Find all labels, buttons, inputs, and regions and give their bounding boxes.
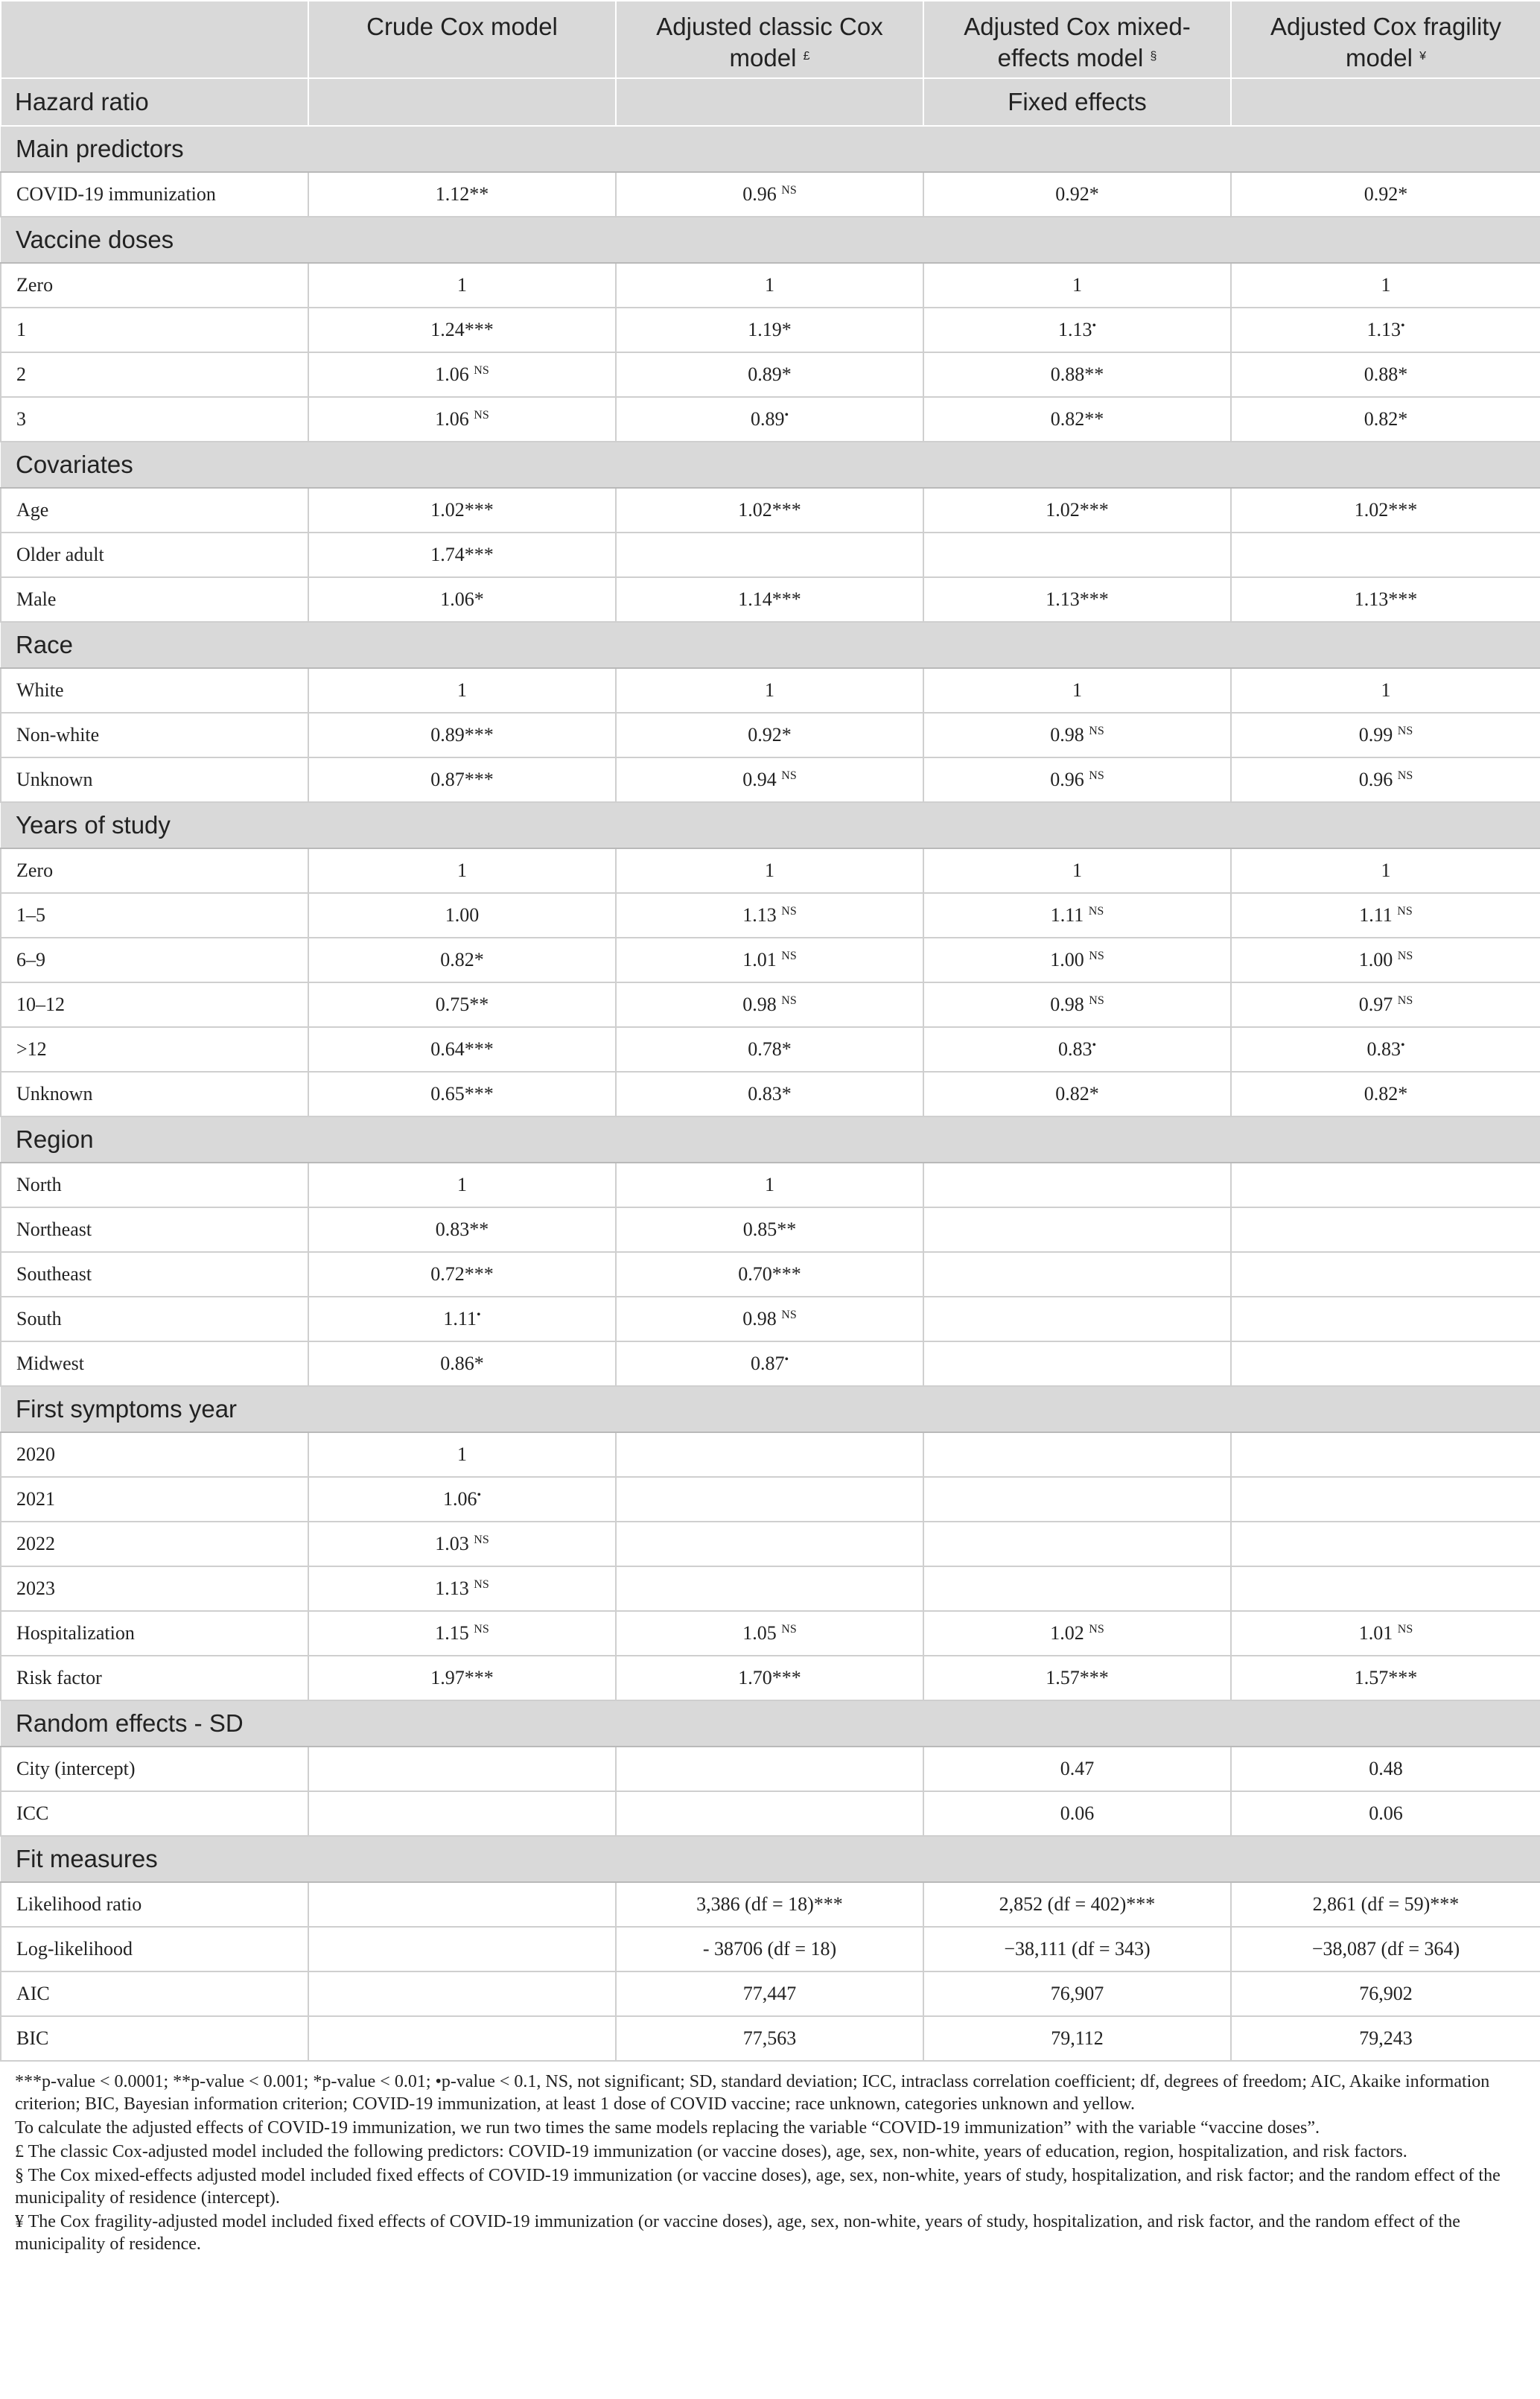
table-cell: 0.96 $^{NS}$	[616, 172, 923, 217]
table-cell: 0.98 $^{NS}$	[616, 982, 923, 1027]
table-cell: 1.97***	[308, 1656, 616, 1700]
column-header-2	[616, 1, 923, 78]
table-cell: 1	[923, 263, 1231, 308]
table-cell: 1.02***	[616, 488, 923, 533]
table-cell: 1.05 $^{NS}$	[616, 1611, 923, 1656]
table-cell: 0.78*	[616, 1027, 923, 1072]
significance-mark: NS	[1397, 1623, 1413, 1636]
column-header-footnote-mark: §	[1150, 50, 1157, 63]
table-cell: 0.64***	[308, 1027, 616, 1072]
table-row	[1, 1252, 1540, 1297]
significance-mark: NS	[474, 1623, 489, 1636]
section-header-row	[1, 1836, 1540, 1882]
row-label: Age	[1, 488, 308, 533]
significance-mark: •	[1092, 320, 1097, 332]
table-row	[1, 848, 1540, 893]
table-cell: 1	[308, 668, 616, 713]
table-cell: 1	[616, 263, 923, 308]
subheader-cell	[616, 78, 923, 126]
table-cell: 0.89•	[616, 397, 923, 442]
subheader-row	[1, 78, 1540, 126]
table-cell: 1.13***	[923, 577, 1231, 622]
table-cell	[308, 2016, 616, 2061]
table-cell: 0.92*	[1231, 172, 1540, 217]
table-cell: 0.86*	[308, 1341, 616, 1386]
table-cell: 2,861 (df = 59)***	[1231, 1882, 1540, 1927]
table-cell	[923, 1207, 1231, 1252]
table-cell: 76,902	[1231, 1971, 1540, 2016]
table-row	[1, 577, 1540, 622]
table-cell: 1.00 $^{NS}$	[923, 938, 1231, 982]
table-row	[1, 1072, 1540, 1116]
significance-mark: •	[1092, 1039, 1097, 1052]
table-row	[1, 488, 1540, 533]
table-row	[1, 1747, 1540, 1791]
table-cell: 1.70***	[616, 1656, 923, 1700]
significance-mark: NS	[1089, 994, 1104, 1007]
significance-mark: NS	[474, 1578, 489, 1591]
row-label: Southeast	[1, 1252, 308, 1297]
significance-mark: •	[477, 1489, 482, 1502]
significance-mark: •	[784, 1353, 789, 1366]
row-label: Hospitalization	[1, 1611, 308, 1656]
table-cell: 1	[1231, 263, 1540, 308]
table-cell: −38,087 (df = 364)	[1231, 1927, 1540, 1971]
column-header-row	[1, 1, 1540, 78]
table-cell: 1.01 $^{NS}$	[1231, 1611, 1540, 1656]
section-header-row	[1, 442, 1540, 488]
row-label: South	[1, 1297, 308, 1341]
row-label: Risk factor	[1, 1656, 308, 1700]
table-cell: 1.02***	[1231, 488, 1540, 533]
table-row	[1, 1927, 1540, 1971]
table-cell	[616, 1432, 923, 1477]
table-cell: 1.74***	[308, 533, 616, 577]
section-header-row	[1, 622, 1540, 668]
section-title: Covariates	[1, 442, 1540, 488]
table-row	[1, 1477, 1540, 1522]
table-cell: 1.57***	[923, 1656, 1231, 1700]
table-cell: 1	[1231, 668, 1540, 713]
table-row	[1, 397, 1540, 442]
table-cell	[616, 1566, 923, 1611]
table-row	[1, 938, 1540, 982]
table-cell: 0.47	[923, 1747, 1231, 1791]
table-cell	[616, 1477, 923, 1522]
row-label: Northeast	[1, 1207, 308, 1252]
row-label: COVID-19 immunization	[1, 172, 308, 217]
subheader-cell: Fixed effects	[923, 78, 1231, 126]
table-cell: 1.06•	[308, 1477, 616, 1522]
table-cell: 0.70***	[616, 1252, 923, 1297]
row-label: 2021	[1, 1477, 308, 1522]
table-cell: 1.00	[308, 893, 616, 938]
table-row	[1, 1656, 1540, 1700]
row-label: Unknown	[1, 1072, 308, 1116]
table-row	[1, 1522, 1540, 1566]
table-row	[1, 1566, 1540, 1611]
table-cell: 0.85**	[616, 1207, 923, 1252]
table-cell: 1.12**	[308, 172, 616, 217]
column-header-0	[1, 1, 308, 78]
section-title: First symptoms year	[1, 1386, 1540, 1432]
table-cell	[923, 1297, 1231, 1341]
row-label: >12	[1, 1027, 308, 1072]
row-label: 2022	[1, 1522, 308, 1566]
section-header-row	[1, 1116, 1540, 1163]
table-cell: 3,386 (df = 18)***	[616, 1882, 923, 1927]
table-row	[1, 308, 1540, 352]
table-cell	[616, 1791, 923, 1836]
table-cell	[1231, 1566, 1540, 1611]
row-label: Non-white	[1, 713, 308, 757]
row-label: Log-likelihood	[1, 1927, 308, 1971]
table-row	[1, 533, 1540, 577]
section-header-row	[1, 126, 1540, 172]
section-title: Random effects - SD	[1, 1700, 1540, 1747]
table-cell: - 38706 (df = 18)	[616, 1927, 923, 1971]
column-header-label: Adjusted Cox mixed-effects model	[964, 13, 1191, 72]
row-label: City (intercept)	[1, 1747, 308, 1791]
table-cell: 1.19*	[616, 308, 923, 352]
table-cell: 0.97 $^{NS}$	[1231, 982, 1540, 1027]
table-cell	[616, 1522, 923, 1566]
row-label: Midwest	[1, 1341, 308, 1386]
footnote: ¥ The Cox fragility-adjusted model included fixed effects of COVID-19 immunization (or vaccine doses), age, sex, non-white, years of study, hospitalization, and risk factor, and the random effect of the municipality of residence.	[15, 2212, 1460, 2254]
table-cell: 0.72***	[308, 1252, 616, 1297]
table-cell: 0.89***	[308, 713, 616, 757]
table-cell: 0.92*	[616, 713, 923, 757]
row-label: 2023	[1, 1566, 308, 1611]
table-cell	[1231, 533, 1540, 577]
footnote: § The Cox mixed-effects adjusted model included fixed effects of COVID-19 immunization (or vaccine doses), age, sex, non-white, years of study, hospitalization, and risk factor; and the random effect of the municipality of residence (intercept).	[15, 2166, 1501, 2208]
table-cell: 1.03 $^{NS}$	[308, 1522, 616, 1566]
significance-mark: NS	[1397, 994, 1413, 1007]
table-cell: 0.89*	[616, 352, 923, 397]
table-cell	[308, 1971, 616, 2016]
table-cell	[616, 1747, 923, 1791]
footnote: ***p-value < 0.0001; **p-value < 0.001; *p-value < 0.01; •p-value < 0.1, NS, not significant; SD, standard deviation; ICC, intraclass correlation coefficient; df, degrees of freedom; AIC, Akaike information criterion; BIC, Bayesian information criterion; COVID-19 immunization, at least 1 dose of COVID vaccine; race unknown, categories unknown and yellow.	[15, 2072, 1490, 2114]
table-cell: 1	[616, 848, 923, 893]
table-cell: 1.11 $^{NS}$	[1231, 893, 1540, 938]
table-cell: 0.98 $^{NS}$	[616, 1297, 923, 1341]
table-cell: 1.13•	[923, 308, 1231, 352]
table-row	[1, 1341, 1540, 1386]
table-cell: 0.75**	[308, 982, 616, 1027]
significance-mark: NS	[781, 184, 797, 197]
table-row	[1, 1163, 1540, 1207]
section-header-row	[1, 802, 1540, 848]
column-header-3	[923, 1, 1231, 78]
row-label: BIC	[1, 2016, 308, 2061]
table-cell: 1	[308, 1432, 616, 1477]
table-cell: 0.65***	[308, 1072, 616, 1116]
significance-mark: NS	[781, 769, 797, 782]
subheader-cell	[308, 78, 616, 126]
table-cell	[1231, 1297, 1540, 1341]
table-cell: 0.06	[1231, 1791, 1540, 1836]
significance-mark: NS	[474, 409, 489, 422]
table-cell: 1.11•	[308, 1297, 616, 1341]
table-cell: 1.06 $^{NS}$	[308, 352, 616, 397]
footnote: £ The classic Cox-adjusted model included the following predictors: COVID-19 immunization (or vaccine doses), age, sex, non-white, years of education, region, hospitalization, and risk factors.	[15, 2142, 1407, 2161]
significance-mark: NS	[1089, 725, 1104, 737]
row-label: Male	[1, 577, 308, 622]
table-cell: 79,243	[1231, 2016, 1540, 2061]
table-row	[1, 1027, 1540, 1072]
table-cell: 1.02 $^{NS}$	[923, 1611, 1231, 1656]
significance-mark: NS	[1397, 950, 1413, 962]
section-title: Years of study	[1, 802, 1540, 848]
table-cell: 0.88**	[923, 352, 1231, 397]
column-header-label: Adjusted Cox fragility model	[1270, 13, 1501, 72]
significance-mark: NS	[1397, 725, 1413, 737]
table-row	[1, 757, 1540, 802]
row-label: North	[1, 1163, 308, 1207]
table-row	[1, 713, 1540, 757]
table-cell	[308, 1882, 616, 1927]
table-row	[1, 1611, 1540, 1656]
table-cell: 1.06*	[308, 577, 616, 622]
table-cell: 0.83•	[1231, 1027, 1540, 1072]
subheader-cell	[1231, 78, 1540, 126]
table-cell: 1.24***	[308, 308, 616, 352]
row-label: White	[1, 668, 308, 713]
significance-mark: NS	[1397, 769, 1413, 782]
significance-mark: NS	[781, 905, 797, 918]
section-title: Fit measures	[1, 1836, 1540, 1882]
table-cell: 1.13***	[1231, 577, 1540, 622]
table-row	[1, 893, 1540, 938]
table-cell: 0.82*	[1231, 397, 1540, 442]
table-cell: 1.02***	[923, 488, 1231, 533]
table-cell: 1.06 $^{NS}$	[308, 397, 616, 442]
table-cell: 1.00 $^{NS}$	[1231, 938, 1540, 982]
footnote: To calculate the adjusted effects of COVID-19 immunization, we run two times the same models replacing the variable “COVID-19 immunization” with the variable “vaccine doses”.	[15, 2118, 1320, 2138]
table-cell	[308, 1747, 616, 1791]
significance-mark: NS	[781, 994, 797, 1007]
significance-mark: NS	[1397, 905, 1413, 918]
significance-mark: NS	[781, 1309, 797, 1321]
table-cell: 0.06	[923, 1791, 1231, 1836]
table-cell: 0.82**	[923, 397, 1231, 442]
significance-mark: •	[476, 1309, 481, 1321]
table-cell: 1	[923, 848, 1231, 893]
table-cell	[1231, 1522, 1540, 1566]
table-row	[1, 1791, 1540, 1836]
table-cell	[923, 1341, 1231, 1386]
table-footnotes	[0, 2062, 1540, 2255]
row-label: 1	[1, 308, 308, 352]
table-cell	[308, 1927, 616, 1971]
row-label: Zero	[1, 263, 308, 308]
table-cell: 77,563	[616, 2016, 923, 2061]
table-cell: −38,111 (df = 343)	[923, 1927, 1231, 1971]
row-label: 2	[1, 352, 308, 397]
table-cell	[923, 1477, 1231, 1522]
significance-mark: NS	[474, 364, 489, 377]
table-row	[1, 668, 1540, 713]
table-cell: 0.83*	[616, 1072, 923, 1116]
table-cell: 1	[1231, 848, 1540, 893]
table-cell: 1	[923, 668, 1231, 713]
table-cell: 0.88*	[1231, 352, 1540, 397]
column-header-label: Crude Cox model	[366, 13, 558, 40]
subheader-cell: Hazard ratio	[1, 78, 308, 126]
significance-mark: NS	[1089, 1623, 1104, 1636]
table-cell	[923, 1252, 1231, 1297]
table-cell: 0.98 $^{NS}$	[923, 982, 1231, 1027]
table-row	[1, 1207, 1540, 1252]
table-row	[1, 1297, 1540, 1341]
row-label: ICC	[1, 1791, 308, 1836]
table-cell: 1.13•	[1231, 308, 1540, 352]
row-label: Older adult	[1, 533, 308, 577]
table-row	[1, 263, 1540, 308]
column-header-label: Adjusted classic Cox model	[656, 13, 883, 72]
row-label: Zero	[1, 848, 308, 893]
table-cell: 0.83**	[308, 1207, 616, 1252]
table-cell: 1.13 $^{NS}$	[616, 893, 923, 938]
section-title: Vaccine doses	[1, 217, 1540, 263]
table-cell: 77,447	[616, 1971, 923, 2016]
section-title: Race	[1, 622, 1540, 668]
table-cell: 0.48	[1231, 1747, 1540, 1791]
table-cell: 0.82*	[1231, 1072, 1540, 1116]
table-cell: 0.82*	[923, 1072, 1231, 1116]
row-label: 10–12	[1, 982, 308, 1027]
table-row	[1, 172, 1540, 217]
table-cell: 1.02***	[308, 488, 616, 533]
table-cell	[923, 1432, 1231, 1477]
table-cell: 1.01 $^{NS}$	[616, 938, 923, 982]
section-header-row	[1, 1700, 1540, 1747]
table-cell: 0.94 $^{NS}$	[616, 757, 923, 802]
table-row	[1, 2016, 1540, 2061]
table-cell: 1	[308, 1163, 616, 1207]
row-label: Unknown	[1, 757, 308, 802]
row-label: Likelihood ratio	[1, 1882, 308, 1927]
table-cell: 2,852 (df = 402)***	[923, 1882, 1231, 1927]
table-cell: 0.82*	[308, 938, 616, 982]
column-header-1	[308, 1, 616, 78]
table-cell: 1.15 $^{NS}$	[308, 1611, 616, 1656]
table-cell: 1.57***	[1231, 1656, 1540, 1700]
table-row	[1, 1971, 1540, 2016]
table-cell	[1231, 1252, 1540, 1297]
significance-mark: •	[1400, 1039, 1405, 1052]
table-cell: 1	[308, 848, 616, 893]
table-cell	[616, 533, 923, 577]
significance-mark: NS	[1089, 950, 1104, 962]
table-cell: 0.83•	[923, 1027, 1231, 1072]
table-row	[1, 1432, 1540, 1477]
table-header	[1, 1, 1540, 126]
column-header-footnote-mark: £	[803, 50, 810, 63]
table-row	[1, 1882, 1540, 1927]
table-cell	[1231, 1432, 1540, 1477]
table-cell: 79,112	[923, 2016, 1231, 2061]
table-cell: 0.96 $^{NS}$	[1231, 757, 1540, 802]
table-cell: 0.99 $^{NS}$	[1231, 713, 1540, 757]
row-label: 6–9	[1, 938, 308, 982]
section-title: Main predictors	[1, 126, 1540, 172]
table-cell: 0.87•	[616, 1341, 923, 1386]
significance-mark: NS	[1088, 905, 1104, 918]
table-cell	[1231, 1163, 1540, 1207]
table-body	[1, 126, 1540, 2061]
table-cell	[923, 533, 1231, 577]
table-cell: 1	[616, 1163, 923, 1207]
significance-mark: NS	[474, 1534, 489, 1546]
significance-mark: •	[1400, 320, 1405, 332]
section-header-row	[1, 217, 1540, 263]
table-cell: 1	[616, 668, 923, 713]
significance-mark: •	[784, 409, 789, 422]
table-cell: 0.98 $^{NS}$	[923, 713, 1231, 757]
column-header-4	[1231, 1, 1540, 78]
row-label: AIC	[1, 1971, 308, 2016]
table-cell	[308, 1791, 616, 1836]
row-label: 3	[1, 397, 308, 442]
table-cell: 0.87***	[308, 757, 616, 802]
table-row	[1, 982, 1540, 1027]
significance-mark: NS	[1089, 769, 1104, 782]
significance-mark: NS	[781, 950, 797, 962]
table-cell	[1231, 1341, 1540, 1386]
table-cell	[923, 1566, 1231, 1611]
table-cell	[1231, 1477, 1540, 1522]
table-cell: 76,907	[923, 1971, 1231, 2016]
table-row	[1, 352, 1540, 397]
row-label: 2020	[1, 1432, 308, 1477]
table-cell: 1.14***	[616, 577, 923, 622]
table-cell	[1231, 1207, 1540, 1252]
table-cell: 1.11 $^{NS}$	[923, 893, 1231, 938]
column-header-footnote-mark: ¥	[1419, 50, 1426, 63]
section-title: Region	[1, 1116, 1540, 1163]
table-cell: 1.13 $^{NS}$	[308, 1566, 616, 1611]
section-header-row	[1, 1386, 1540, 1432]
row-label: 1–5	[1, 893, 308, 938]
table-cell	[923, 1522, 1231, 1566]
table-cell: 1	[308, 263, 616, 308]
table-cell: 0.96 $^{NS}$	[923, 757, 1231, 802]
table-cell	[923, 1163, 1231, 1207]
significance-mark: NS	[781, 1623, 797, 1636]
table-cell: 0.92*	[923, 172, 1231, 217]
